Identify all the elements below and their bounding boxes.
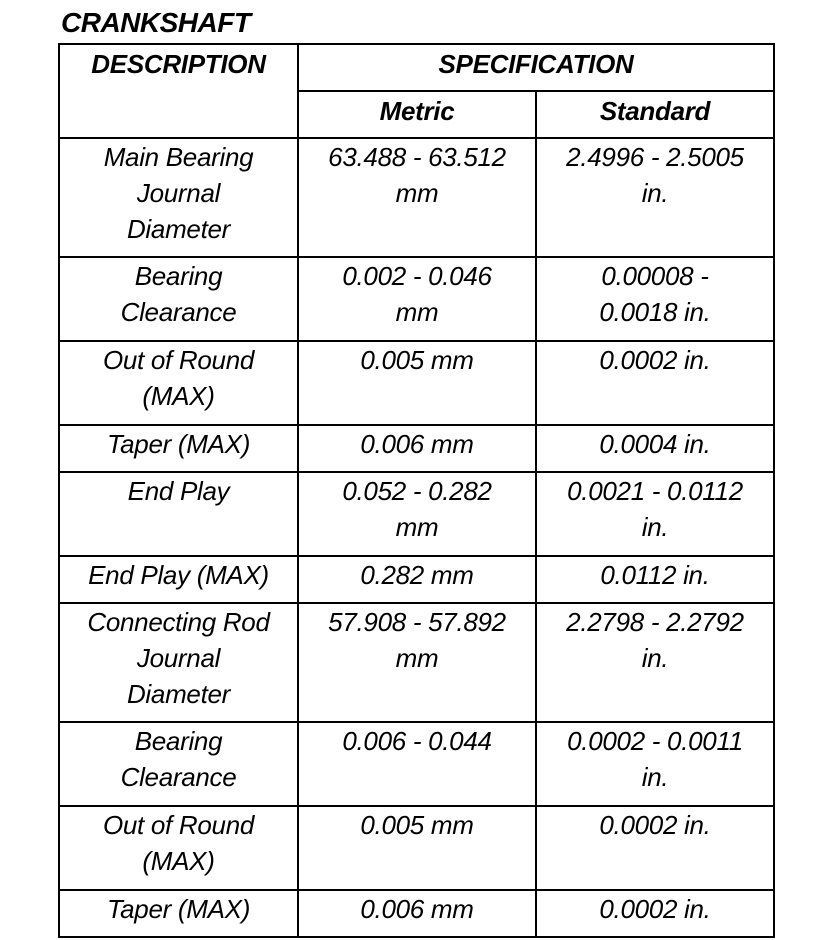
table-row bbox=[59, 890, 774, 937]
table-row bbox=[59, 722, 774, 806]
row-standard bbox=[536, 806, 774, 890]
table-row bbox=[59, 806, 774, 890]
standard-line: 0.0002 in. bbox=[599, 894, 711, 924]
row-description bbox=[59, 341, 298, 425]
description-line: Bearing bbox=[134, 261, 223, 291]
description-line: Journal bbox=[136, 178, 221, 208]
row-standard bbox=[536, 890, 774, 937]
document-title: CRANKSHAFT bbox=[61, 7, 251, 38]
table-row bbox=[59, 603, 774, 722]
description-line: Clearance bbox=[120, 297, 237, 327]
metric-line: 0.005 mm bbox=[360, 345, 474, 375]
standard-line: in. bbox=[641, 643, 669, 673]
standard-line: 2.4996 - 2.5005 bbox=[566, 142, 744, 172]
description-line: Diameter bbox=[126, 679, 231, 709]
description-line: Journal bbox=[136, 643, 221, 673]
row-standard bbox=[536, 425, 774, 472]
table-row bbox=[59, 257, 774, 341]
row-standard bbox=[536, 603, 774, 722]
description-line: Out of Round bbox=[102, 810, 255, 840]
row-metric bbox=[298, 722, 536, 806]
standard-line: 0.0018 in. bbox=[599, 297, 711, 327]
metric-line: 0.052 - 0.282 bbox=[342, 476, 492, 506]
description-line: Clearance bbox=[120, 762, 237, 792]
row-description bbox=[59, 257, 298, 341]
metric-line: mm bbox=[395, 512, 439, 542]
row-standard bbox=[536, 722, 774, 806]
metric-line: 0.282 mm bbox=[360, 560, 474, 590]
description-line: (MAX) bbox=[142, 381, 215, 411]
row-metric bbox=[298, 138, 536, 257]
description-line: Connecting Rod bbox=[87, 607, 270, 637]
row-description bbox=[59, 806, 298, 890]
standard-line: in. bbox=[641, 762, 669, 792]
metric-line: mm bbox=[395, 297, 439, 327]
table-row bbox=[59, 341, 774, 425]
row-description bbox=[59, 603, 298, 722]
metric-line: mm bbox=[395, 643, 439, 673]
row-standard bbox=[536, 138, 774, 257]
description-line: Main Bearing bbox=[103, 142, 254, 172]
metric-line: 0.006 - 0.044 bbox=[342, 726, 492, 756]
row-metric bbox=[298, 257, 536, 341]
table-row bbox=[59, 556, 774, 603]
standard-line: in. bbox=[641, 178, 669, 208]
standard-line: 0.0112 in. bbox=[600, 560, 710, 590]
standard-line: 0.0021 - 0.0112 bbox=[567, 476, 743, 506]
row-standard bbox=[536, 556, 774, 603]
row-standard bbox=[536, 257, 774, 341]
table-row bbox=[59, 472, 774, 556]
description-line: (MAX) bbox=[142, 846, 215, 876]
metric-line: 63.488 - 63.512 bbox=[328, 142, 506, 172]
metric-line: 0.006 mm bbox=[360, 429, 474, 459]
row-metric bbox=[298, 425, 536, 472]
description-line: End Play (MAX) bbox=[88, 560, 269, 590]
description-line: Out of Round bbox=[102, 345, 255, 375]
description-line: Taper (MAX) bbox=[106, 894, 251, 924]
standard-line: 0.0002 in. bbox=[599, 810, 711, 840]
row-metric bbox=[298, 341, 536, 425]
table-row bbox=[59, 138, 774, 257]
crankshaft-spec-table bbox=[58, 43, 775, 938]
description-line: Taper (MAX) bbox=[106, 429, 251, 459]
row-metric bbox=[298, 603, 536, 722]
metric-line: 0.005 mm bbox=[360, 810, 474, 840]
header-metric: Metric bbox=[298, 91, 536, 138]
header-standard: Standard bbox=[536, 91, 774, 138]
description-line: End Play bbox=[127, 476, 230, 506]
standard-line: 0.0004 in. bbox=[599, 429, 711, 459]
header-specification: SPECIFICATION bbox=[298, 44, 774, 91]
row-metric bbox=[298, 556, 536, 603]
row-description bbox=[59, 890, 298, 937]
metric-line: 57.908 - 57.892 bbox=[328, 607, 506, 637]
row-description bbox=[59, 138, 298, 257]
row-metric bbox=[298, 472, 536, 556]
row-standard bbox=[536, 341, 774, 425]
metric-line: 0.006 mm bbox=[360, 894, 474, 924]
metric-line: 0.002 - 0.046 bbox=[342, 261, 492, 291]
description-line: Bearing bbox=[134, 726, 223, 756]
standard-line: 0.0002 - 0.0011 bbox=[567, 726, 743, 756]
row-metric bbox=[298, 806, 536, 890]
row-standard bbox=[536, 472, 774, 556]
header-description: DESCRIPTION bbox=[59, 44, 298, 138]
row-metric bbox=[298, 890, 536, 937]
row-description bbox=[59, 556, 298, 603]
row-description bbox=[59, 472, 298, 556]
row-description bbox=[59, 722, 298, 806]
metric-line: mm bbox=[395, 178, 439, 208]
description-line: Diameter bbox=[126, 214, 231, 244]
row-description bbox=[59, 425, 298, 472]
standard-line: 2.2798 - 2.2792 bbox=[566, 607, 744, 637]
table-row bbox=[59, 425, 774, 472]
standard-line: 0.0002 in. bbox=[599, 345, 711, 375]
standard-line: 0.00008 - bbox=[601, 261, 709, 291]
standard-line: in. bbox=[641, 512, 669, 542]
